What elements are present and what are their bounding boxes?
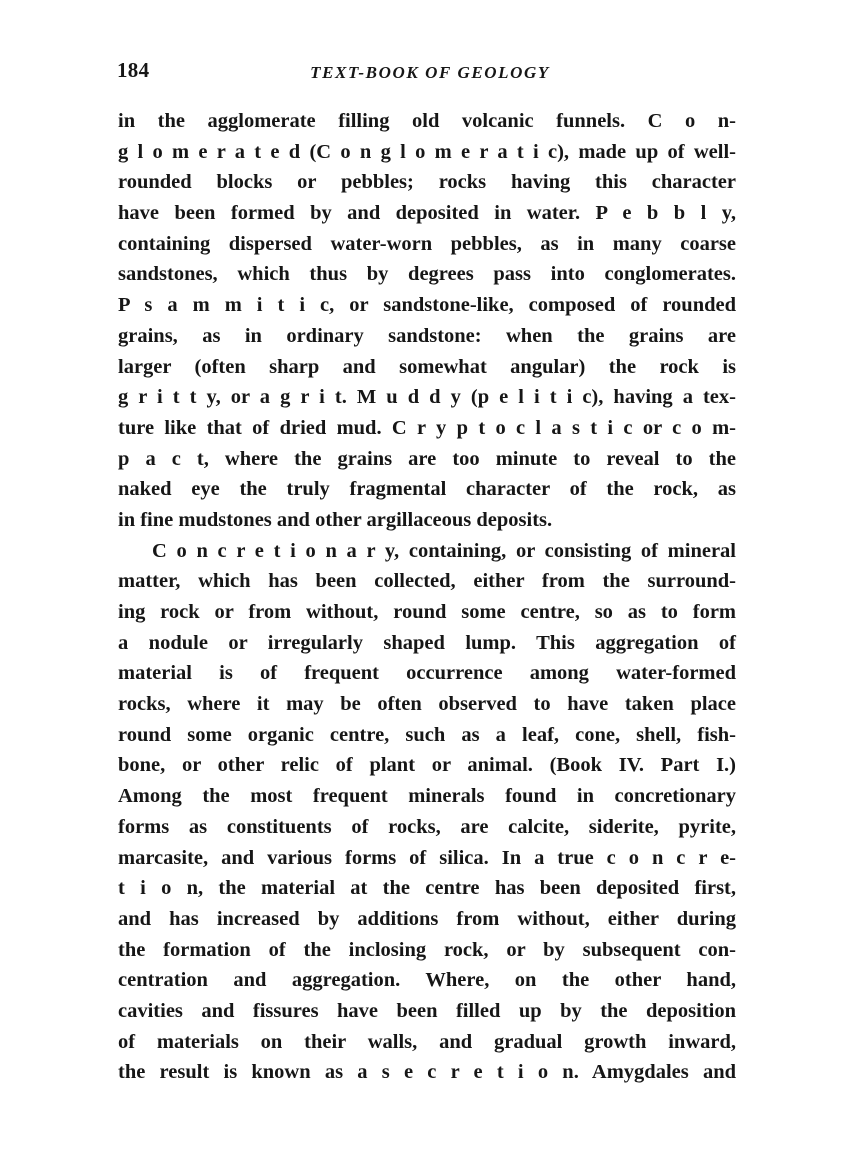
text-line: in the agglomerate filling old volcanic funnels. C o n- bbox=[118, 110, 736, 132]
text-line: the result is known as a s e c r e t i o n. Amygdales and bbox=[118, 1061, 736, 1084]
page-number: 184 bbox=[117, 58, 150, 82]
text-line: rocks, where it may be often observed to have taken place bbox=[118, 693, 736, 716]
text-line: have been formed by and deposited in water. P e b b l y, bbox=[118, 202, 736, 225]
text-line: material is of frequent occurrence among water-formed bbox=[118, 662, 736, 685]
text-line: a nodule or irregularly shaped lump. This aggregation of bbox=[118, 631, 736, 654]
text-line: of materials on their walls, and gradual growth inward, bbox=[118, 1030, 736, 1053]
text-line: cavities and fissures have been filled up by the deposition bbox=[118, 999, 736, 1022]
text-line: rounded blocks or pebbles; rocks having this character bbox=[118, 171, 736, 194]
running-head-title: TEXT-BOOK OF GEOLOGY bbox=[310, 63, 550, 82]
paragraph-start-line: C o n c r e t i o n a r y, containing, or consisting of mineral bbox=[152, 539, 736, 562]
text-line: grains, as in ordinary sandstone: when the grains are bbox=[118, 324, 736, 347]
text-line: g r i t t y, or a g r i t. M u d d y (p e l i t i c), having a tex- bbox=[118, 386, 736, 409]
text-line: centration and aggregation. Where, on the other hand, bbox=[118, 969, 736, 992]
text-line: ing rock or from without, round some centre, so as to form bbox=[118, 601, 736, 623]
paragraph-end-line: in fine mudstones and other argillaceous deposits. bbox=[118, 508, 553, 531]
text-line: and has increased by additions from without, either during bbox=[118, 907, 736, 930]
text-line: the formation of the inclosing rock, or by subsequent con- bbox=[118, 938, 736, 961]
text-line: p a c t, where the grains are too minute to reveal to the bbox=[118, 447, 736, 470]
text-line: naked eye the truly fragmental character of the rock, as bbox=[118, 478, 736, 501]
text-line: sandstones, which thus by degrees pass into conglomerates. bbox=[118, 263, 736, 286]
text-line: containing dispersed water-worn pebbles, as in many coarse bbox=[118, 232, 736, 255]
text-line: P s a m m i t i c, or sandstone-like, composed of rounded bbox=[118, 294, 736, 317]
text-line: bone, or other relic of plant or animal. (Book IV. Part I.) bbox=[118, 754, 736, 777]
text-line: round some organic centre, such as a leaf, cone, shell, fish- bbox=[118, 723, 736, 746]
text-line: matter, which has been collected, either from the surround- bbox=[118, 570, 736, 593]
body-text bbox=[118, 106, 736, 1088]
text-line: forms as constituents of rocks, are calcite, siderite, pyrite, bbox=[118, 815, 736, 838]
text-line: t i o n, the material at the centre has been deposited first, bbox=[118, 877, 736, 900]
text-line: g l o m e r a t e d (C o n g l o m e r a t i c), made up of well- bbox=[118, 140, 736, 163]
text-line: Among the most frequent minerals found in concretionary bbox=[118, 785, 736, 808]
text-line: larger (often sharp and somewhat angular) the rock is bbox=[118, 355, 736, 378]
text-line: marcasite, and various forms of silica. In a true c o n c r e- bbox=[118, 846, 736, 869]
text-line: ture like that of dried mud. C r y p t o c l a s t i c or c o m- bbox=[118, 416, 736, 439]
